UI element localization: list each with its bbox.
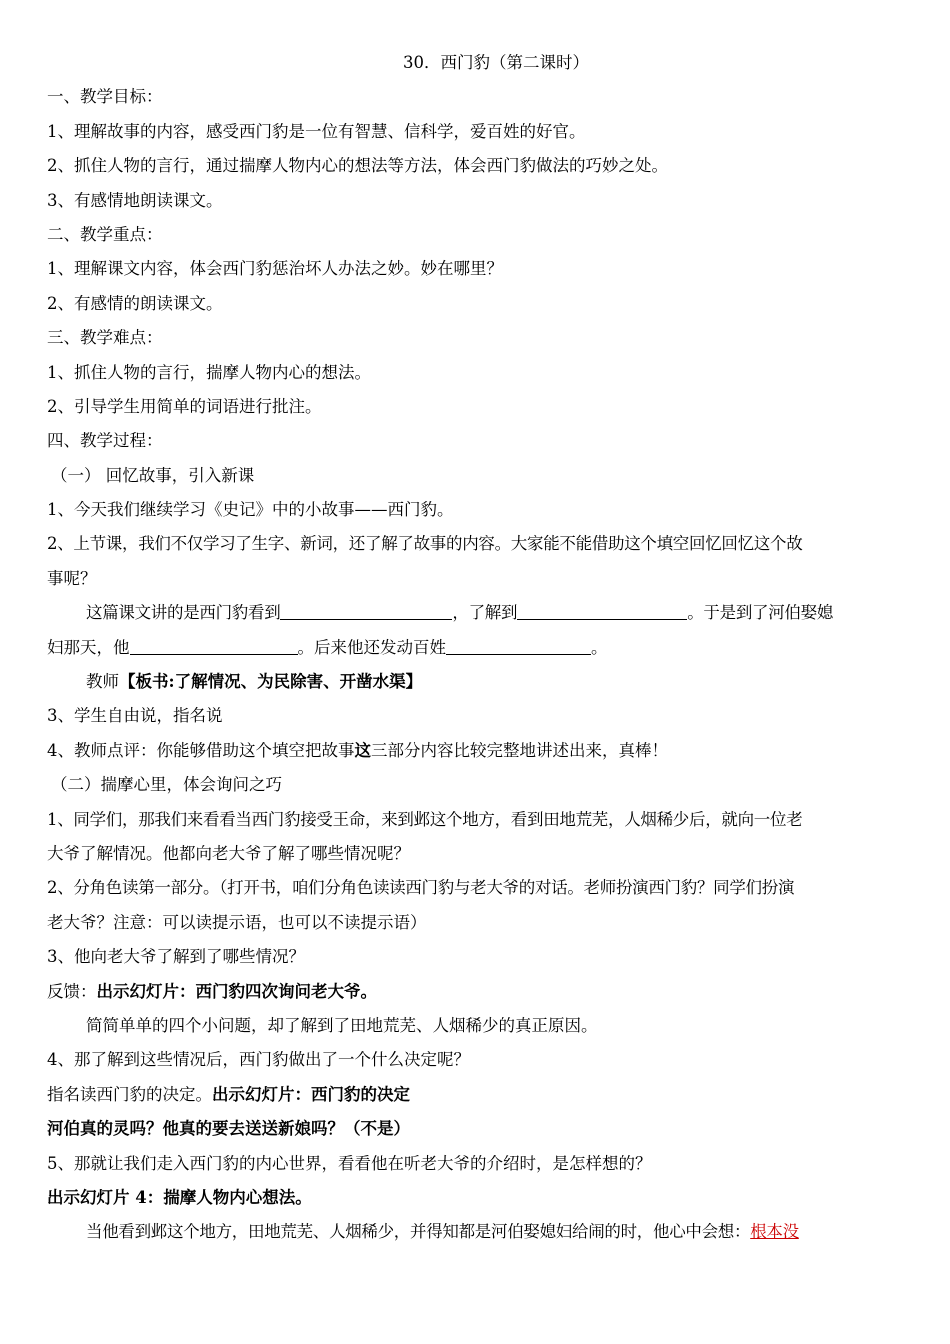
final-text-red: 根本没 — [750, 1222, 799, 1242]
fill-in-exercise-continued — [47, 631, 905, 665]
process-step-continued: 事呢？ — [47, 568, 97, 588]
fill-text: ，了解到 — [452, 603, 518, 623]
decision-prefix: 指名读西门豹的决定。 — [47, 1084, 212, 1104]
final-paragraph — [47, 1215, 905, 1249]
feedback-prefix: 反馈： — [47, 981, 97, 1001]
fill-blank[interactable] — [280, 602, 452, 620]
process-step: 4、那了解到这些情况后，西门豹做出了一个什么决定呢？ — [47, 1050, 470, 1070]
objective-item: 2、抓住人物的言行，通过揣摩人物内心的想法等方法，体会西门豹做法的巧妙之处。 — [47, 156, 668, 176]
part-heading-review: （一） 回忆故事，引入新课 — [51, 465, 255, 485]
fill-text: 。 — [591, 637, 608, 657]
process-step-continued: 大爷了解情况。他都向老大爷了解了哪些情况呢？ — [47, 843, 410, 863]
fill-text: 。后来他还发动百姓 — [297, 637, 446, 657]
fill-in-exercise — [47, 596, 905, 630]
process-step-continued: 老大爷？注意：可以读提示语，也可以不读提示语） — [47, 912, 427, 932]
slide-4-line: 出示幻灯片 4：揣摩人物内心想法。 — [47, 1187, 312, 1207]
process-step: 1、今天我们继续学习《史记》中的小故事——西门豹。 — [47, 500, 454, 520]
process-step: 2、上节课，我们不仅学习了生字、新词，还了解了故事的内容。大家能不能借助这个填空回忆回忆这个故 — [47, 534, 803, 554]
section-heading-process: 四、教学过程： — [47, 431, 163, 451]
section-heading-key-points: 二、教学重点： — [47, 224, 163, 244]
feedback-line — [47, 975, 905, 1009]
fill-text: 妇那天，他 — [47, 637, 130, 657]
fill-blank[interactable] — [130, 637, 298, 655]
process-step: 1、同学们，那我们来看看当西门豹接受王命，来到邺这个地方，看到田地荒芜，人烟稀少后，就向一位老 — [47, 809, 803, 829]
part-heading-inquiry: （二）揣摩心里，体会询问之巧 — [51, 775, 282, 795]
objective-item: 3、有感情地朗读课文。 — [47, 190, 223, 210]
process-step: 2、分角色读第一部分。（打开书，咱们分角色读读西门豹与老大爷的对话。老师扮演西门豹？同学们扮演 — [47, 878, 795, 898]
board-prefix: 教师 — [86, 672, 119, 692]
difficulty-item: 1、抓住人物的言行，揣摩人物内心的想法。 — [47, 362, 371, 382]
objective-item: 1、理解故事的内容，感受西门豹是一位有智慧、信科学，爱百姓的好官。 — [47, 121, 586, 141]
fill-text: 这篇课文讲的是西门豹看到 — [86, 603, 281, 623]
fill-text: 。于是到了河伯娶媳 — [687, 603, 834, 623]
process-step: 5、那就让我们走入西门豹的内心世界，看看他在听老大爷的介绍时，是怎样想的？ — [47, 1153, 652, 1173]
final-text: 当他看到邺这个地方，田地荒芜、人烟稀少，并得知都是河伯娶媳妇给闹的时，他心中会想： — [86, 1222, 751, 1242]
process-step: 3、学生自由说，指名说 — [47, 706, 223, 726]
fill-blank[interactable] — [446, 637, 591, 655]
board-content: 【板书:了解情况、为民除害、开凿水渠】 — [119, 672, 423, 692]
process-step-text-bold: 这 — [354, 740, 371, 760]
decision-line — [47, 1078, 905, 1112]
feedback-slide: 出示幻灯片：西门豹四次询问老大爷。 — [96, 981, 377, 1001]
document-page — [47, 46, 905, 1250]
process-step — [47, 734, 905, 768]
process-step-text: 4、教师点评：你能够借助这个填空把故事 — [47, 740, 355, 760]
summary-line: 简简单单的四个小问题，却了解到了田地荒芜、人烟稀少的真正原因。 — [86, 1015, 598, 1035]
section-heading-difficulties: 三、教学难点： — [47, 328, 163, 348]
process-step: 3、他向老大爷了解到了哪些情况？ — [47, 947, 305, 967]
process-step-text: 三部分内容比较完整地讲述出来，真棒！ — [371, 740, 668, 760]
key-point-item: 1、理解课文内容，体会西门豹惩治坏人办法之妙。妙在哪里？ — [47, 259, 503, 279]
fill-blank[interactable] — [517, 602, 687, 620]
document-title: 30．西门豹（第二课时） — [403, 53, 589, 72]
decision-slide: 出示幻灯片：西门豹的决定 — [212, 1084, 410, 1104]
question-line: 河伯真的灵吗？他真的要去送送新娘吗？（不是） — [47, 1119, 410, 1139]
board-writing — [47, 665, 905, 699]
difficulty-item: 2、引导学生用简单的词语进行批注。 — [47, 396, 322, 416]
section-heading-objectives: 一、教学目标： — [47, 87, 163, 107]
key-point-item: 2、有感情的朗读课文。 — [47, 293, 223, 313]
